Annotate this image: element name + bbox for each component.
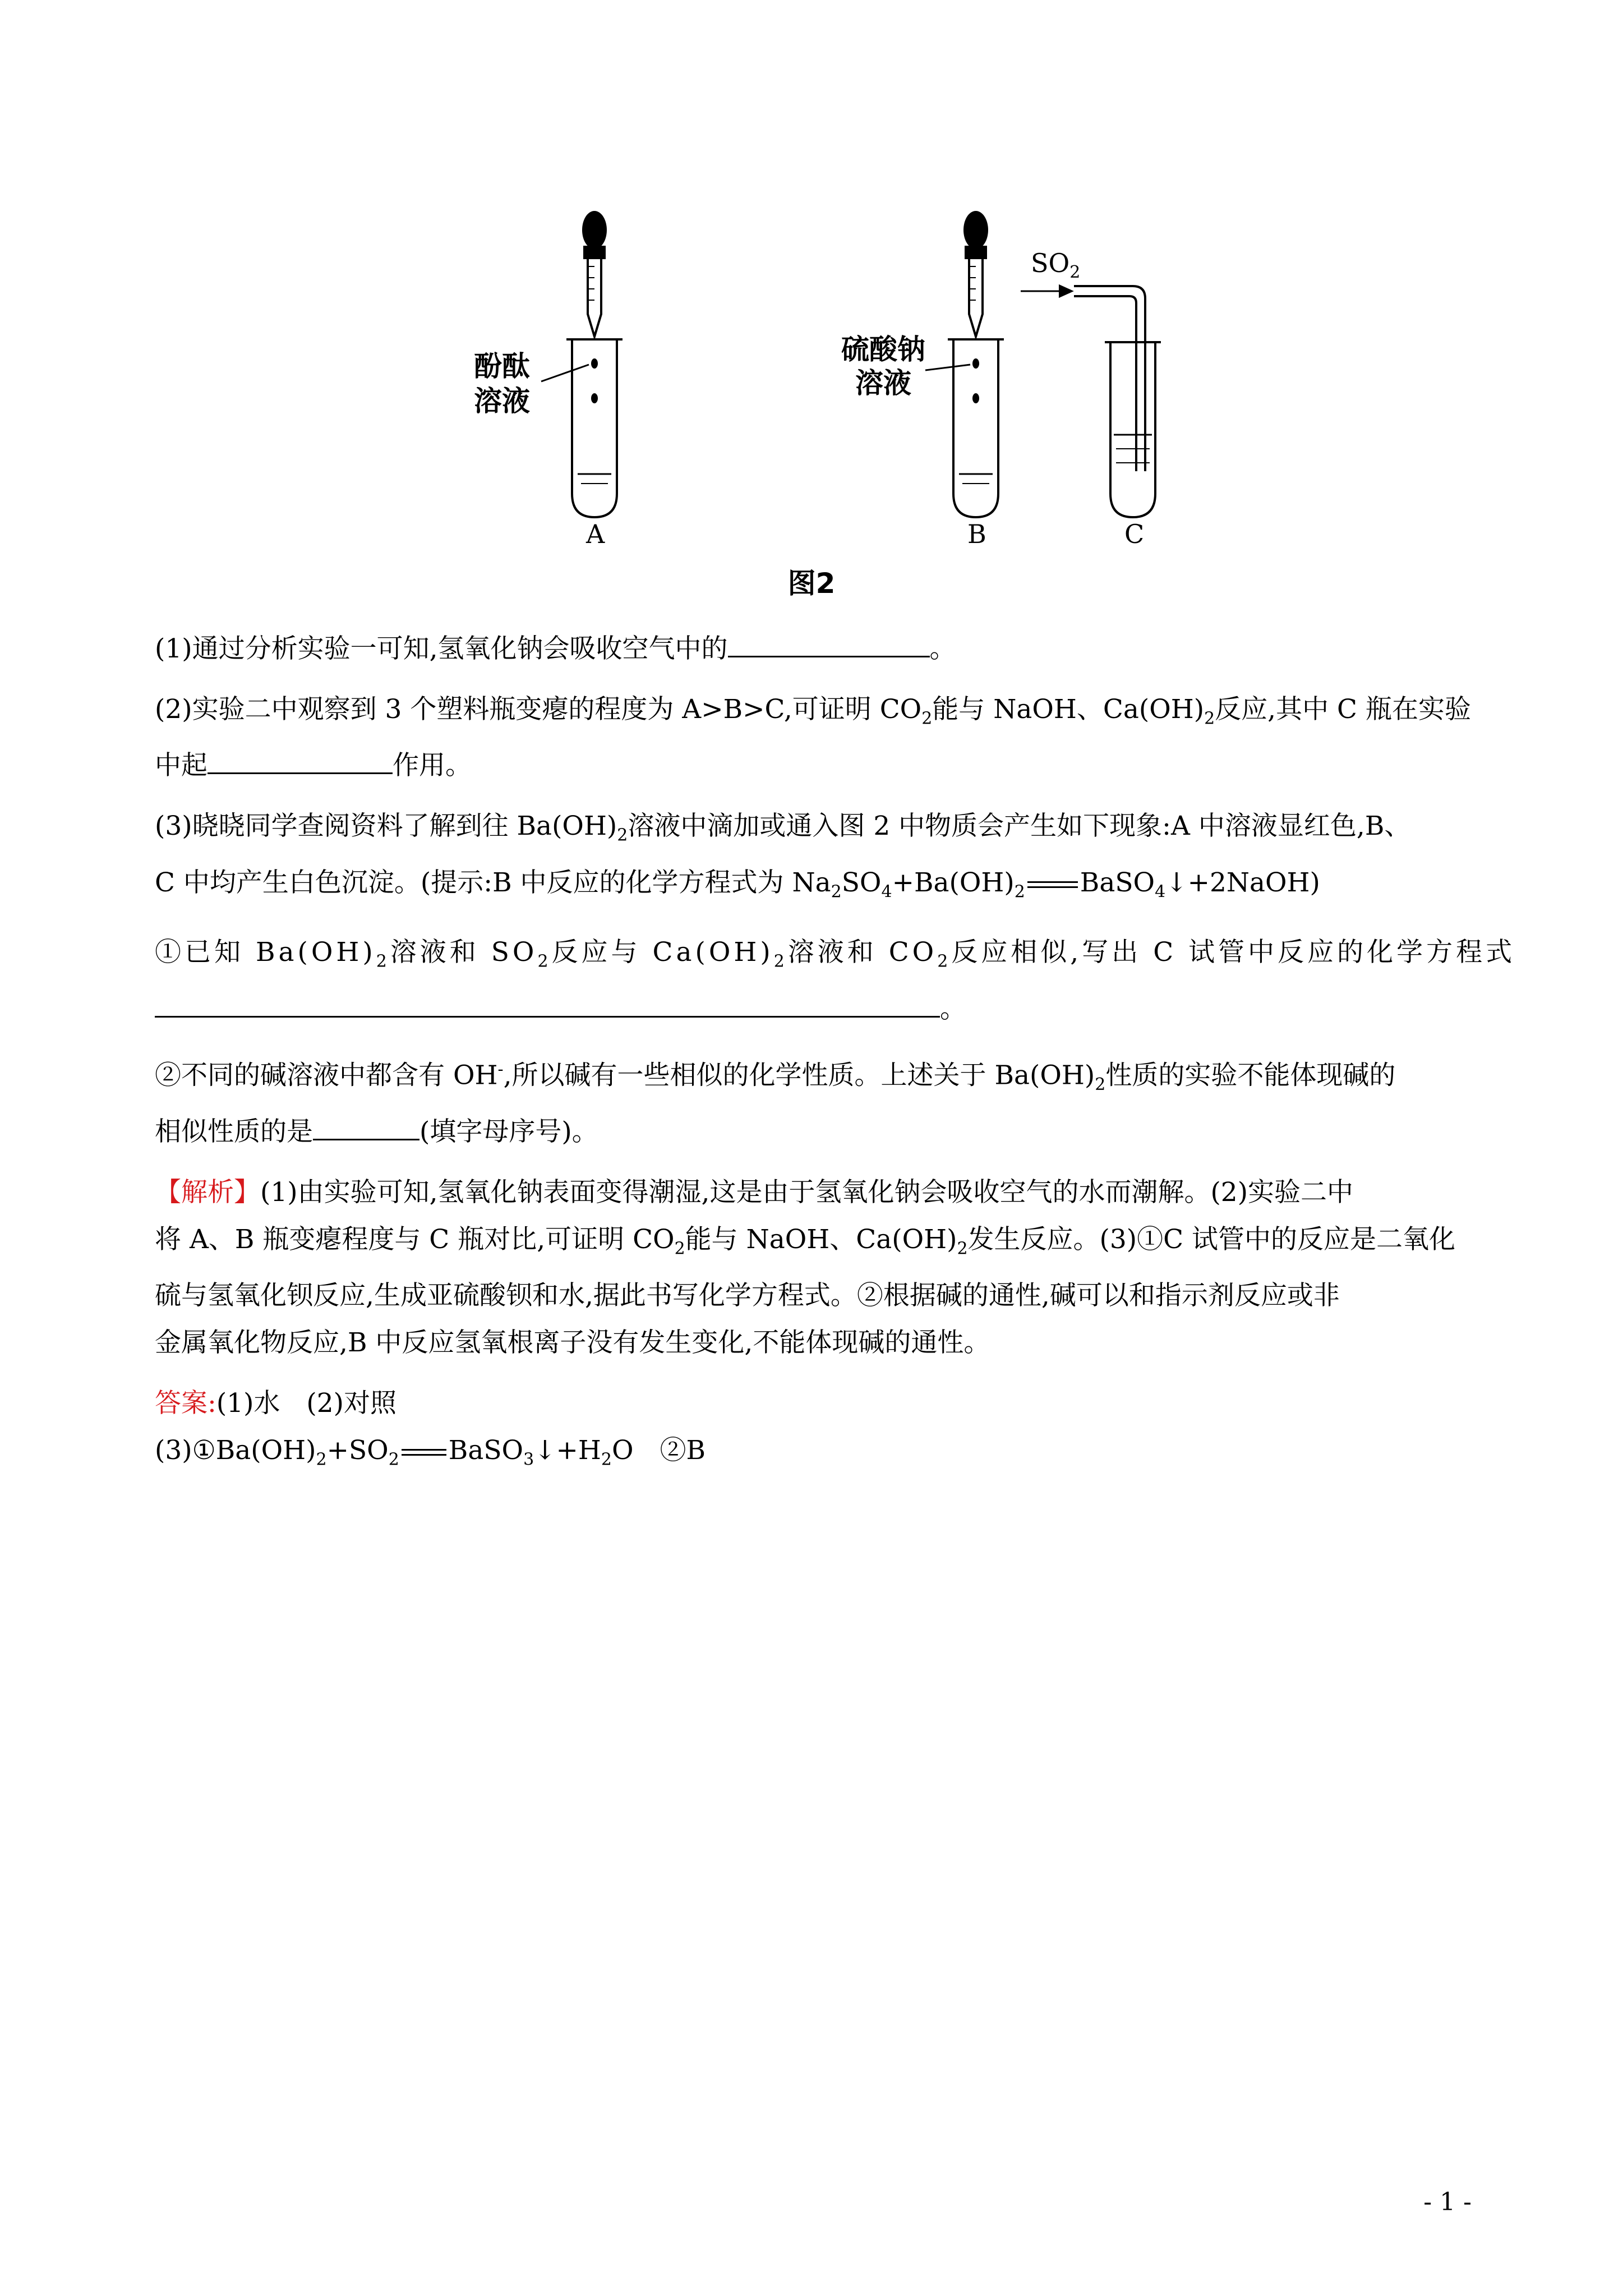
q3-sub-na: 2 <box>831 882 842 902</box>
q2-sub: 2 <box>921 708 933 729</box>
answer-text-2c: BaSO <box>448 1435 524 1466</box>
q3-text-b: 溶液中滴加或通入图 2 中物质会产生如下现象:A 中溶液显红色,B、 <box>628 811 1411 842</box>
q3-sub2-d: 相似性质的是 <box>155 1116 313 1147</box>
q3-sub2-c: 性质的实验不能体现碱的 <box>1105 1060 1396 1091</box>
answer-line1 <box>155 1380 1473 1427</box>
q3-sub1-a: ①已知 Ba(OH) <box>155 937 376 968</box>
q3-line2-a: C 中均产生白色沉淀。(提示:B 中反应的化学方程式为 Na <box>155 867 831 898</box>
answer-text-2b: +SO <box>326 1435 389 1466</box>
q3-sub1-sub-2: 2 <box>537 951 552 972</box>
question-3-line1 <box>155 803 1473 859</box>
q3-sub: 2 <box>617 825 628 845</box>
q3-sub1-sub-4: 2 <box>937 951 952 972</box>
q2-line2-b: 作用。 <box>393 750 472 781</box>
q2-text-a: (2)实验二中观察到 3 个塑料瓶变瘪的程度为 A>B>C,可证明 CO <box>155 694 922 725</box>
analysis-line3: 硫与氢氧化钡反应,生成亚硫酸钡和水,据此书写化学方程式。②根据碱的通性,碱可以和指示剂反应或非 <box>155 1280 1340 1311</box>
analysis-line1 <box>155 1169 1473 1216</box>
dropper-bulb-b <box>963 211 988 249</box>
dropper-bulb-a <box>582 211 607 249</box>
q3-sub2-b: ,所以碱有一些相似的化学性质。上述关于 Ba(OH) <box>503 1060 1095 1091</box>
equals-sign <box>1027 881 1078 888</box>
q3-sub2-sub: 2 <box>1095 1074 1106 1094</box>
q3-text-a: (3)晓晓同学查阅资料了解到往 Ba(OH) <box>155 811 617 842</box>
page-number: - 1 - <box>1423 2188 1472 2216</box>
q3-sub1-d: 溶液和 CO <box>787 937 938 968</box>
reagent-b-label-line2: 溶液 <box>855 367 911 399</box>
q3-sub2-a: ②不同的碱溶液中都含有 OH <box>155 1060 498 1091</box>
question-3-sub1 <box>155 929 1516 985</box>
q3-sub-baso4: 4 <box>1155 882 1166 902</box>
analysis-sub-1: 2 <box>674 1239 685 1258</box>
q2-line2-a: 中起 <box>155 750 208 781</box>
answer-blank-4[interactable] <box>313 1113 419 1140</box>
q1-text: (1)通过分析实验一可知,氢氧化钠会吸收空气中的 <box>155 633 728 664</box>
analysis-text-1: (1)由实验可知,氢氧化钠表面变得潮湿,这是由于氢氧化钠会吸收空气的水而潮解。(2)实验二中 <box>260 1176 1354 1208</box>
analysis-text-2b: 能与 NaOH、Ca(OH) <box>685 1223 957 1255</box>
answer-sub-3: 3 <box>523 1450 534 1470</box>
q3-sub1-end: 。 <box>940 993 966 1024</box>
analysis-text-2c: 发生反应。(3)①C 试管中的反应是二氧化 <box>967 1223 1456 1255</box>
answer-sub-1: 2 <box>316 1450 327 1470</box>
q3-line2-c: +Ba(OH) <box>892 867 1015 898</box>
answer-sub-2: 2 <box>388 1450 399 1470</box>
answer-text-2d: ↓+H <box>534 1435 601 1466</box>
tube-label-c: C <box>1124 519 1145 549</box>
test-tube-c <box>1105 342 1161 517</box>
answer-text-2a: (3)①Ba(OH) <box>155 1435 316 1466</box>
q3-line2-e: ↓+2NaOH) <box>1165 867 1320 898</box>
answer-equals-sign <box>402 1449 446 1456</box>
answer-sub-4: 2 <box>601 1450 612 1470</box>
q3-sub1-sub-3: 2 <box>773 951 788 972</box>
q3-sub2-e: (填字母序号)。 <box>419 1116 598 1147</box>
q3-sub1-c: 反应与 Ca(OH) <box>551 937 774 968</box>
q1-end: 。 <box>929 633 956 664</box>
analysis-label: 【解析】 <box>155 1176 260 1208</box>
dropper-b <box>966 247 986 337</box>
question-1 <box>155 625 1473 673</box>
q3-sub1-e: 反应相似,写出 C 试管中反应的化学方程式 <box>951 937 1516 968</box>
q3-sub2-sup: - <box>497 1059 504 1079</box>
gas-label: $SO_2$ <box>1031 248 1081 282</box>
answer-text-2e: O ②B <box>612 1435 706 1466</box>
q3-sub1-b: 溶液和 SO <box>390 937 538 968</box>
analysis-text-2a: 将 A、B 瓶变瘪程度与 C 瓶对比,可证明 CO <box>155 1223 675 1255</box>
reagent-b-label-line1: 硫酸钠 <box>841 333 925 366</box>
dropper-a <box>584 247 605 337</box>
reagent-a-label-line2: 溶液 <box>474 385 530 417</box>
answer-blank-3[interactable] <box>155 990 940 1018</box>
analysis-line2 <box>155 1216 1473 1272</box>
analysis-line4: 金属氧化物反应,B 中反应氢氧根离子没有发生变化,不能体现碱的通性。 <box>155 1327 990 1358</box>
q2-sub-2: 2 <box>1204 708 1215 729</box>
answer-blank-2[interactable] <box>208 747 393 774</box>
answer-text-1: (1)水 (2)对照 <box>216 1388 396 1419</box>
experiment-figure <box>0 0 1623 561</box>
answer-blank-1[interactable] <box>728 630 930 657</box>
question-3-sub2-line1 <box>155 1046 1473 1108</box>
question-3-sub1-answer-line <box>155 986 1473 1033</box>
tube-label-a: A <box>586 519 605 549</box>
q3-sub1-sub-1: 2 <box>376 951 390 972</box>
q3-line2-d: BaSO <box>1080 867 1155 898</box>
tube-label-b: B <box>967 519 986 549</box>
question-2-line1 <box>155 686 1473 742</box>
question-content <box>155 625 1516 1483</box>
analysis-sub-2: 2 <box>957 1239 968 1258</box>
q3-sub-oh: 2 <box>1014 882 1025 902</box>
figure-caption: 图2 <box>787 567 836 600</box>
question-2-line2 <box>155 742 1473 789</box>
question-3-line2 <box>155 859 1473 915</box>
q2-text-c: 反应,其中 C 瓶在实验 <box>1215 694 1471 725</box>
q3-sub-so4: 4 <box>881 882 892 902</box>
q2-text-b: 能与 NaOH、Ca(OH) <box>932 694 1205 725</box>
answer-line2 <box>155 1427 1473 1483</box>
answer-label: 答案: <box>155 1388 216 1419</box>
reagent-a-label-line1: 酚酞 <box>474 350 530 383</box>
gas-arrow <box>1021 286 1071 296</box>
question-3-sub2-line2 <box>155 1108 1473 1156</box>
q3-line2-b: SO <box>841 867 882 898</box>
